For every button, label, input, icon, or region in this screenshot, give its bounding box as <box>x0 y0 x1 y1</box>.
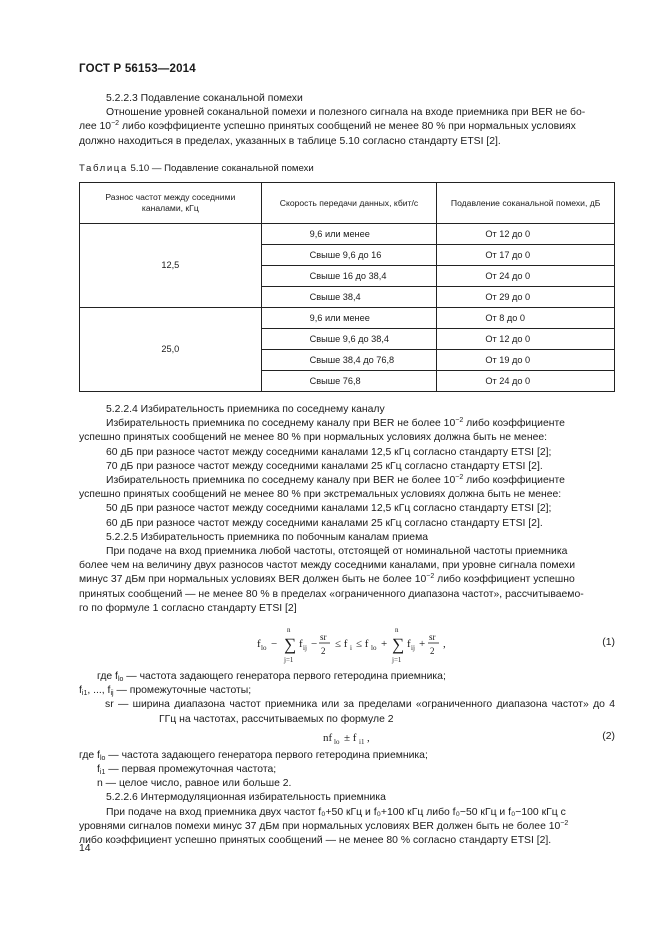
suppression-cell: От 29 до 0 <box>437 287 615 308</box>
data-rate-cell: Свыше 9,6 до 38,4 <box>261 329 437 350</box>
svg-text:≤ f: ≤ f <box>335 638 348 651</box>
paragraph: принятых сообщений — не менее 80 % в пределах «ограниченного диапазона частот», рассчитываемо- <box>79 588 584 600</box>
paragraph: При подаче на вход приемника любой частоты, отстоящей от номинальной частоты приемника <box>106 546 568 558</box>
page-number: 14 <box>79 843 91 854</box>
svg-text:∑: ∑ <box>284 635 297 655</box>
channel-spacing-cell: 25,0 <box>80 308 262 392</box>
data-rate-cell: 9,6 или менее <box>261 308 437 329</box>
data-rate-cell: Свыше 76,8 <box>261 371 437 392</box>
svg-text:2: 2 <box>321 646 326 657</box>
paragraph: более чем на величину двух разносов частот между соседними каналами, при уровне сигнала помехи <box>79 560 576 572</box>
data-rate-cell: Свыше 38,4 до 76,8 <box>261 350 437 371</box>
svg-text:∑: ∑ <box>392 635 405 655</box>
svg-text:2: 2 <box>430 646 435 657</box>
formula-variable: $f_{i1}$, ..., $f_{ij}$ — промежуточные частоты; <box>79 685 252 698</box>
paragraph: Избирательность приемника по соседнему каналу при BER не более $10^{-2}$ либо коэффициенте <box>106 417 565 430</box>
data-rate-cell: 9,6 или менее <box>261 224 437 245</box>
svg-text:≤ f: ≤ f <box>356 638 369 651</box>
svg-text:n: n <box>395 626 399 635</box>
svg-text:,: , <box>367 731 370 744</box>
formula-1-number: (1) <box>602 637 615 649</box>
table-header-row <box>80 183 615 224</box>
svg-text:lo: lo <box>371 644 377 653</box>
svg-text:ij: ij <box>411 644 415 653</box>
svg-text:f: f <box>299 638 303 651</box>
svg-text:ij: ij <box>303 644 307 653</box>
list-item: 70 дБ при разносе частот между соседними каналами 25 кГц согласно стандарту ETSI [2]. <box>106 460 543 472</box>
list-item: 60 дБ при разносе частот между соседними каналами 12,5 кГц согласно стандарту ETSI [2]; <box>106 446 552 458</box>
co-channel-table <box>79 182 615 392</box>
data-rate-cell: Свыше 38,4 <box>261 287 437 308</box>
paragraph: минус 37 дБм при нормальных условиях BER должен быть не более $10^{-2}$ либо коэффициент успешно <box>79 573 575 586</box>
svg-text:j=1: j=1 <box>392 656 402 665</box>
svg-text:i1: i1 <box>359 737 365 746</box>
table-header-cell: Разнос частот между соседними каналами, кГц <box>80 183 262 224</box>
paragraph: успешно принятых сообщений не менее 80 % при нормальных условиях должна быть не менее: <box>79 432 548 444</box>
svg-text:lo: lo <box>261 644 267 653</box>
suppression-cell: От 12 до 0 <box>437 329 615 350</box>
formula-variable: где $f_{lo}$ — частота задающего генератора первого гетеродина приемника; <box>79 749 428 762</box>
formula-1 <box>79 622 615 666</box>
paragraph: либо коэффициент успешно принятых сообщений — не менее 80 % согласно стандарту ETSI [2]. <box>79 835 552 847</box>
svg-text:± f: ± f <box>344 731 357 744</box>
svg-text:sr: sr <box>429 632 436 643</box>
suppression-cell: От 24 до 0 <box>437 371 615 392</box>
svg-text:f: f <box>257 638 261 651</box>
svg-text:,: , <box>443 638 446 651</box>
suppression-cell: От 17 до 0 <box>437 245 615 266</box>
svg-text:nf: nf <box>323 731 333 744</box>
suppression-cell: От 19 до 0 <box>437 350 615 371</box>
paragraph: лее $10^{-2}$ либо коэффициенте успешно принятых сообщений не менее 80 % при нормальных условиях <box>79 120 576 133</box>
section-title-5-2-2-3: 5.2.2.3 Подавление соканальной помехи <box>106 93 303 104</box>
suppression-cell: От 12 до 0 <box>437 224 615 245</box>
paragraph: Отношение уровней соканальной помехи и полезного сигнала на входе приемника при BER не бо- <box>106 107 586 119</box>
table-header-cell: Скорость передачи данных, кбит/с <box>261 183 437 224</box>
formula-variable: где $f_{lo}$ — частота задающего генератора первого гетеродина приемника; <box>97 671 446 684</box>
data-rate-cell: Свыше 9,6 до 16 <box>261 245 437 266</box>
svg-text:lo: lo <box>334 737 340 746</box>
svg-text:j=1: j=1 <box>284 656 294 665</box>
paragraph: Избирательность приемника по соседнему каналу при BER не более $10^{-2}$ либо коэффициенте <box>106 474 565 487</box>
paragraph: уровнями сигналов помехи минус 37 дБм при нормальных условиях BER должен быть не более $10^{-2}$ <box>79 819 569 832</box>
svg-text:n: n <box>287 626 291 635</box>
svg-text:+: + <box>381 638 388 651</box>
paragraph: го по формуле 1 согласно стандарту ETSI [2] <box>79 602 297 614</box>
svg-text:−: − <box>311 638 318 651</box>
table-row <box>80 308 615 329</box>
formula-variable: $f_{i1}$ — первая промежуточная частота; <box>97 764 277 777</box>
section-title-5-2-2-6: 5.2.2.6 Интермодуляционная избирательность приемника <box>106 792 386 804</box>
table-caption: Таблица 5.10 — Подавление соканальной помехи <box>79 162 314 174</box>
formula-2-number: (2) <box>602 730 615 742</box>
formula-2 <box>79 729 615 747</box>
table-row <box>80 224 615 245</box>
paragraph: При подаче на вход приемника двух частот f₀+50 кГц и f₀+100 кГц либо f₀−50 кГц и f₀−100 кГц с <box>106 806 566 818</box>
formula-variable: n — целое число, равное или больше 2. <box>97 778 292 790</box>
formula-variable: sr — ширина диапазона частот приемника или за пределами «ограниченного диапазона частот» до 4 ГГц на частотах, рассчитываемых по формуле 2 <box>105 699 616 725</box>
document-header: ГОСТ Р 56153—2014 <box>79 63 196 75</box>
suppression-cell: От 8 до 0 <box>437 308 615 329</box>
svg-text:sr: sr <box>320 632 327 643</box>
section-title-5-2-2-5: 5.2.2.5 Избирательность приемника по побочным каналам приема <box>106 531 429 543</box>
document-body <box>79 92 615 848</box>
list-item: 60 дБ при разносе частот между соседними каналами 25 кГц согласно стандарту ETSI [2]. <box>106 517 543 529</box>
paragraph: успешно принятых сообщений не менее 80 % при экстремальных условиях должна быть не менее: <box>79 489 562 501</box>
channel-spacing-cell: 12,5 <box>80 224 262 308</box>
table-header-cell: Подавление соканальной помехи, дБ <box>437 183 615 224</box>
paragraph: должно находиться в пределах, указанных в таблице 5.10 согласно стандарту ETSI [2]. <box>79 135 501 147</box>
formula-1-graphic <box>257 622 477 666</box>
svg-text:−: − <box>271 638 278 651</box>
svg-text:+: + <box>419 638 426 651</box>
svg-text:i: i <box>350 644 352 653</box>
section-title-5-2-2-4: 5.2.2.4 Избирательность приемника по соседнему каналу <box>106 404 385 416</box>
formula-2-graphic <box>323 729 403 747</box>
data-rate-cell: Свыше 16 до 38,4 <box>261 266 437 287</box>
svg-text:f: f <box>407 638 411 651</box>
list-item: 50 дБ при разносе частот между соседними каналами 12,5 кГц согласно стандарту ETSI [2]; <box>106 503 552 515</box>
suppression-cell: От 24 до 0 <box>437 266 615 287</box>
